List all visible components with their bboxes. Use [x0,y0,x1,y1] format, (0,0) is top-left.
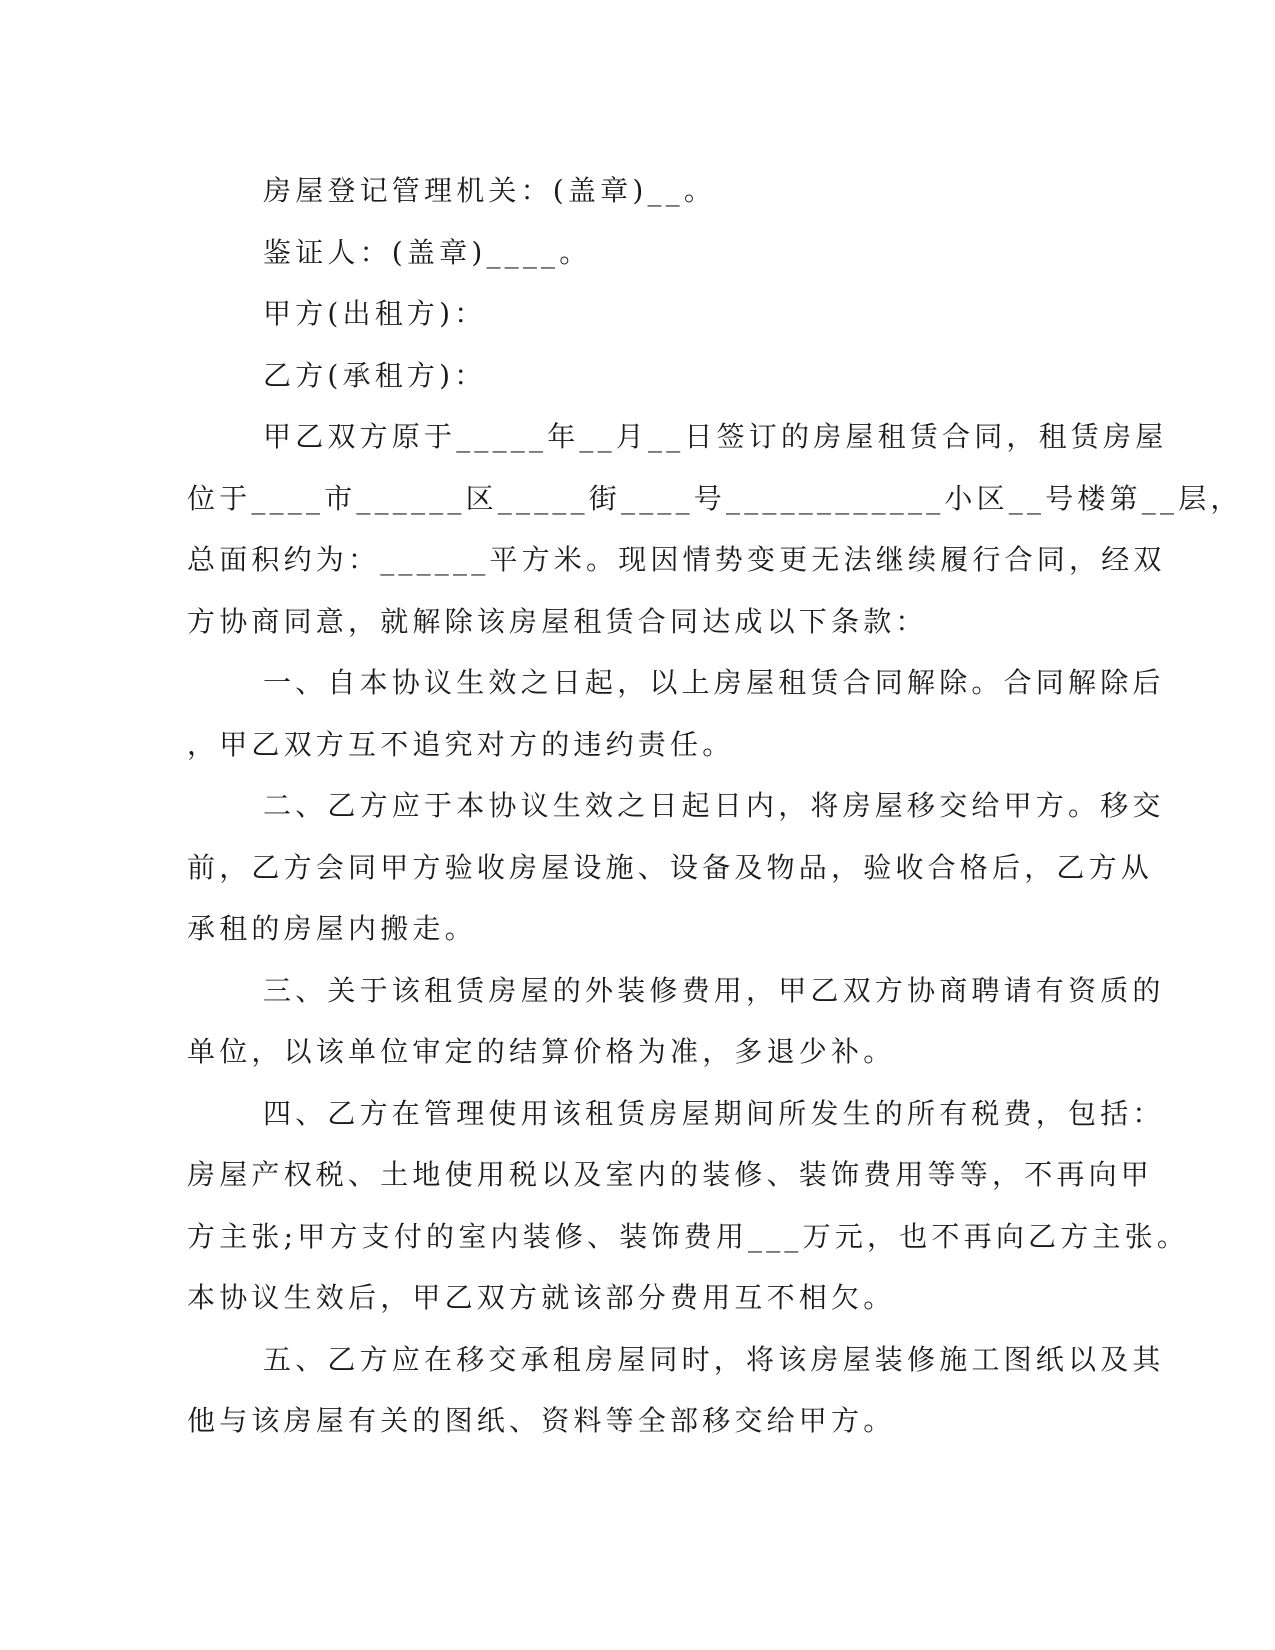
clause-4-line-2: 房屋产权税、土地使用税以及室内的装修、装饰费用等等，不再向甲 [187,1158,1154,1191]
clause-1-line-1: 一、自本协议生效之日起，以上房屋租赁合同解除。合同解除后 [263,666,1165,699]
party-a-line: 甲方(出租方)： [263,297,487,330]
clause-3-line-2: 单位，以该单位审定的结算价格为准，多退少补。 [187,1035,896,1068]
clause-2-line-1: 二、乙方应于本协议生效之日起日内，将房屋移交给甲方。移交 [263,789,1165,822]
clause-4-line-4: 本协议生效后，甲乙双方就该部分费用互不相欠。 [187,1281,896,1314]
clause-4-line-1: 四、乙方在管理使用该租赁房屋期间所发生的所有税费，包括： [263,1096,1165,1130]
preamble-line-1: 甲乙双方原于_____年__月__日签订的房屋租赁合同，租赁房屋 [263,420,1168,453]
party-b-line: 乙方(承租方)： [263,358,487,392]
clause-3-line-1: 三、关于该租赁房屋的外装修费用，甲乙双方协商聘请有资质的 [263,973,1165,1007]
witness-line: 鉴证人：(盖章)____。 [263,235,592,269]
clause-2-line-3: 承租的房屋内搬走。 [187,912,477,945]
clause-5-line-1: 五、乙方应在移交承租房屋同时，将该房屋装修施工图纸以及其 [263,1342,1165,1376]
document-body [187,160,1243,1452]
preamble-line-2: 位于____市______区_____街____号____________小区__号楼第__层， [187,481,1243,515]
clause-5-line-2: 他与该房屋有关的图纸、资料等全部移交给甲方。 [187,1404,896,1437]
preamble-line-4: 方协商同意，就解除该房屋租赁合同达成以下条款： [187,604,928,638]
clause-4-line-3: 方主张;甲方支付的室内装修、装饰费用___万元，也不再向乙方主张。 [187,1219,1190,1253]
registration-authority-line: 房屋登记管理机关：(盖章)__。 [263,174,717,207]
clause-1-line-2: ，甲乙双方互不追究对方的违约责任。 [187,727,735,761]
preamble-line-3: 总面积约为：______平方米。现因情势变更无法继续履行合同，经双 [187,543,1166,576]
clause-2-line-2: 前，乙方会同甲方验收房屋设施、设备及物品，验收合格后，乙方从 [187,850,1154,884]
